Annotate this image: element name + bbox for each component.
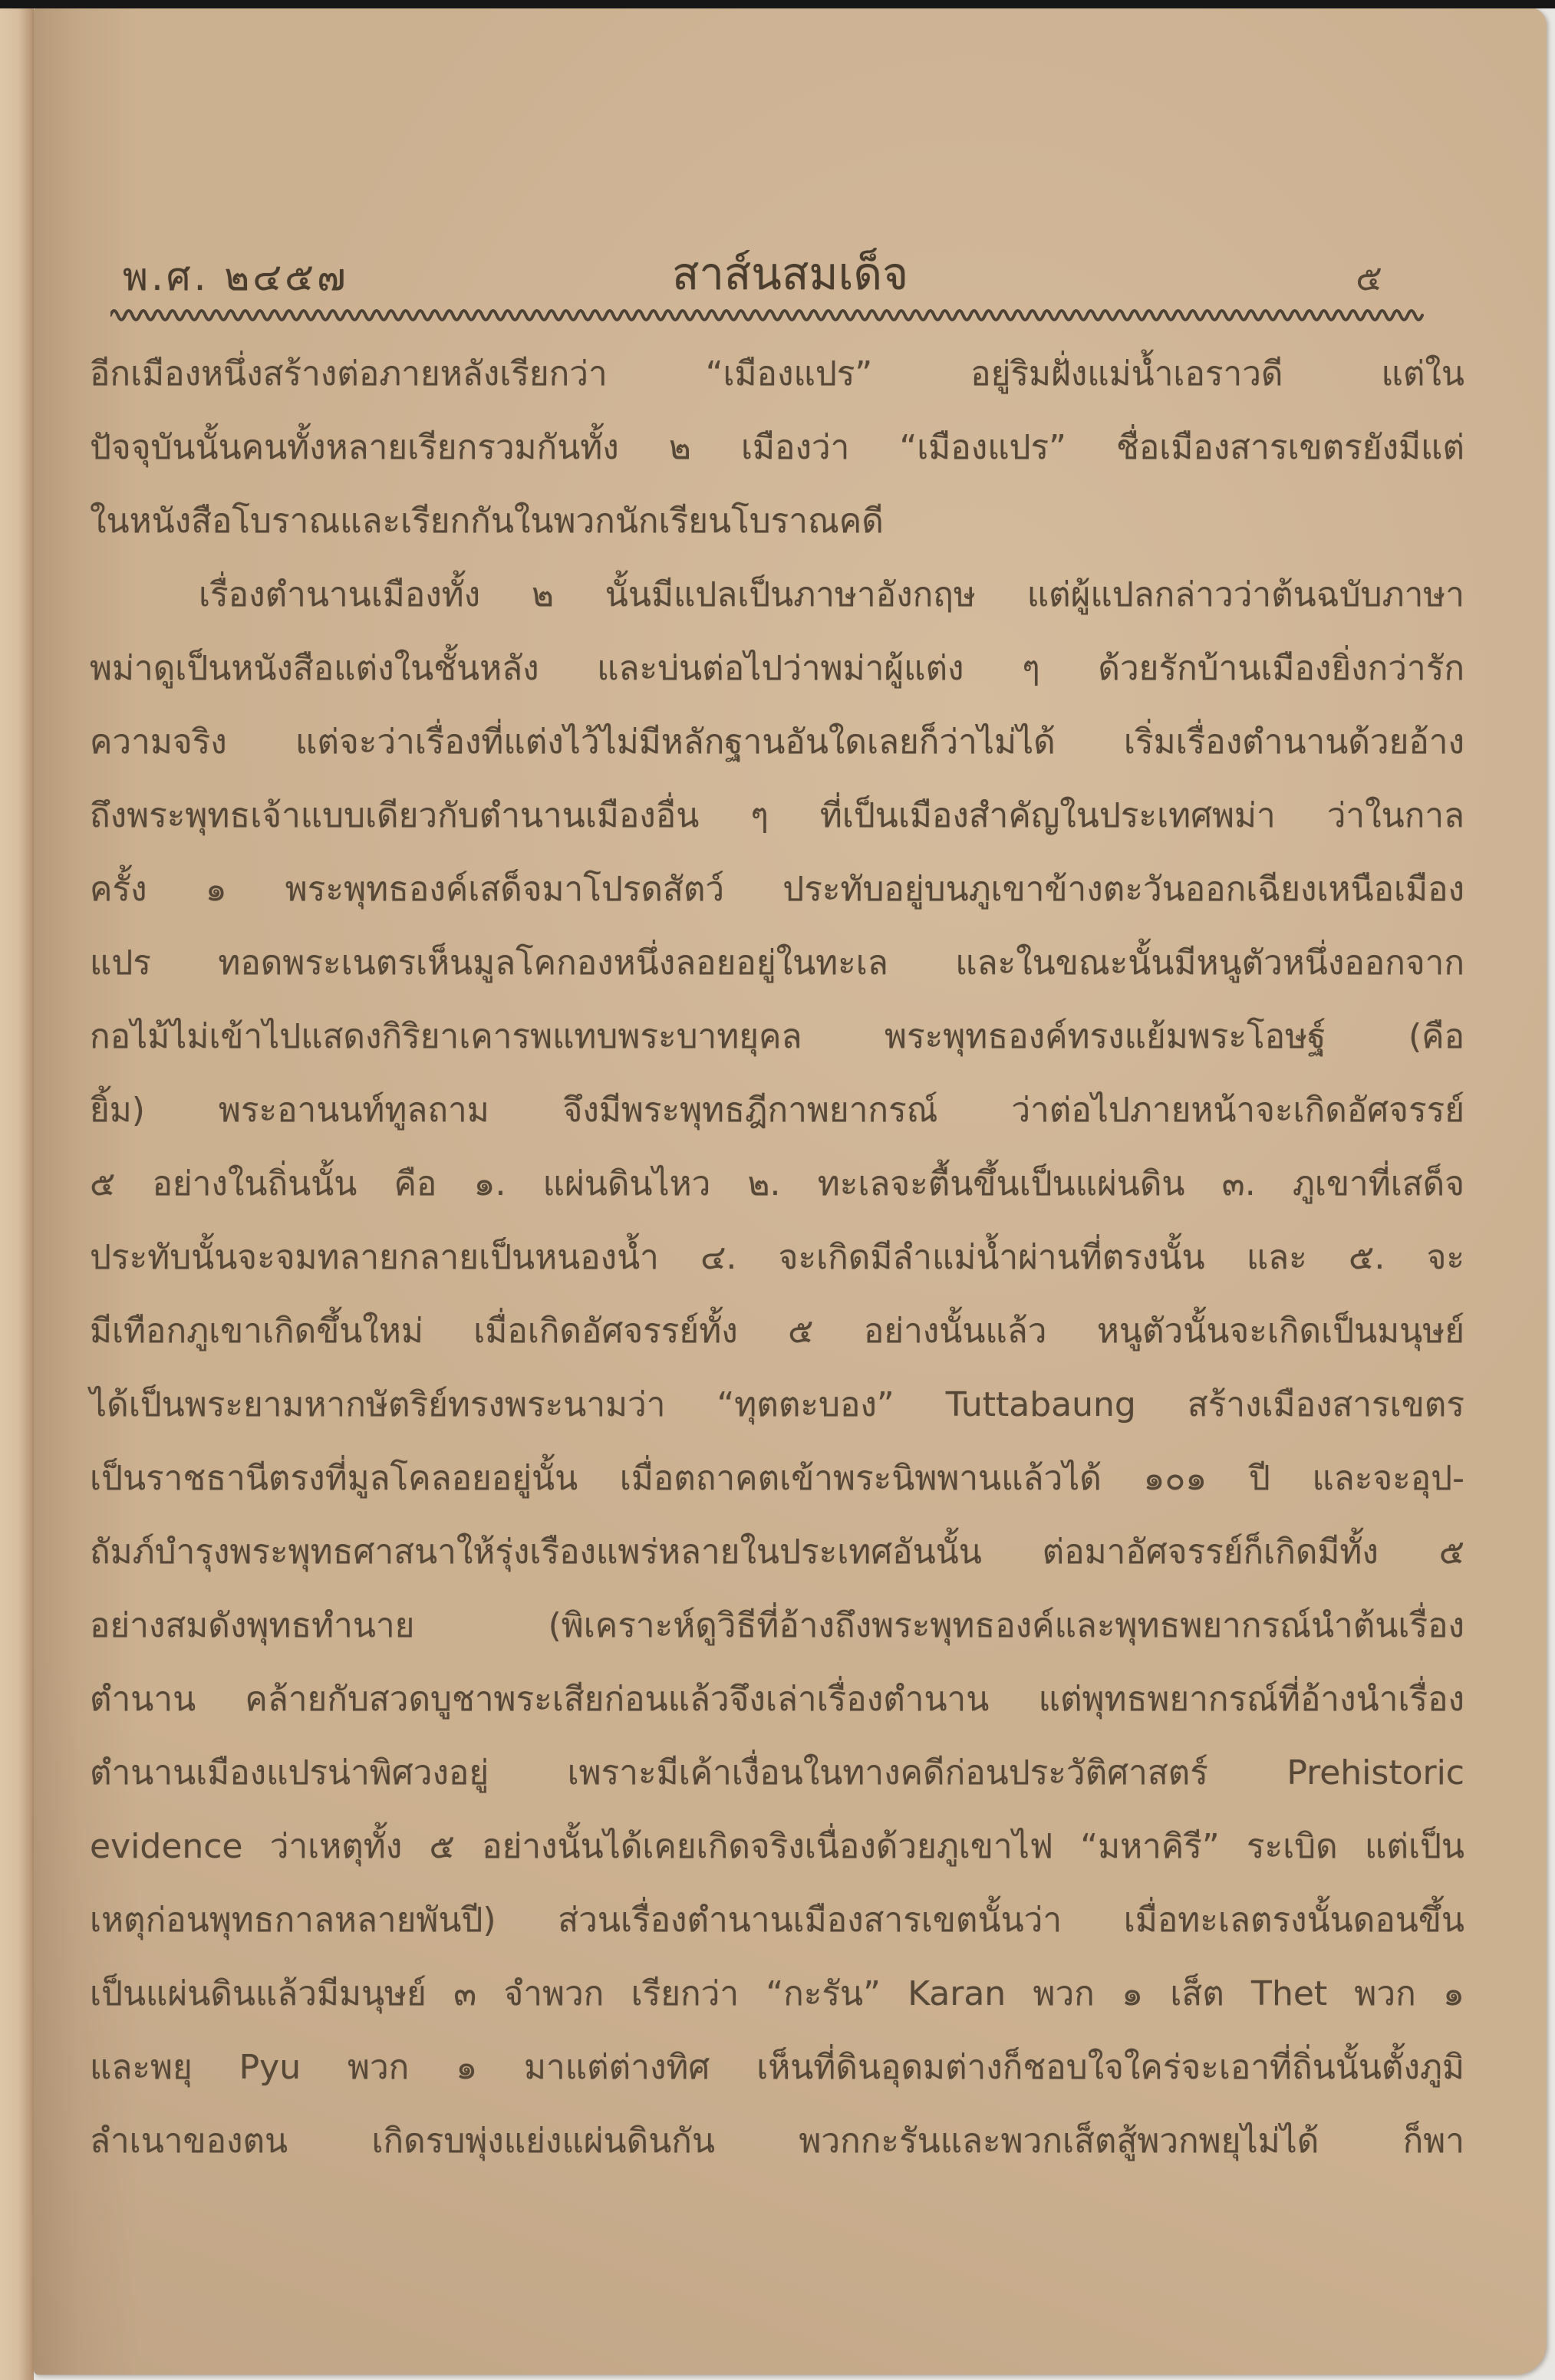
era-label: พ.ศ. ๒๔๕๗ — [123, 255, 349, 299]
text-line: แปร ทอดพระเนตรเห็นมูลโคกองหนึ่งลอยอยู่ในทะเล และในขณะนั้นมีหนูตัวหนึ่งออกจาก — [90, 943, 1464, 983]
scan-top-edge — [0, 0, 1555, 8]
text-line: ครั้ง ๑ พระพุทธองค์เสด็จมาโปรดสัตว์ ประทับอยู่บนภูเขาข้างตะวันออกเฉียงเหนือเมือง — [90, 870, 1464, 909]
text-line: ในหนังสือโบราณและเรียกกันในพวกนักเรียนโบราณคดี — [90, 502, 884, 541]
book-page — [34, 8, 1547, 2375]
wavy-divider — [110, 305, 1427, 324]
text-line: อย่างสมดังพุทธทำนาย (พิเคราะห์ดูวิธีที่อ้างถึงพระพุทธองค์และพุทธพยากรณ์นำต้นเรื่อง — [90, 1606, 1464, 1645]
adjacent-page-edge — [0, 8, 34, 2380]
text-line: ประทับนั้นจะจมทลายกลายเป็นหนองน้ำ ๔. จะเกิดมีลำแม่น้ำผ่านที่ตรงนั้น และ ๕. จะ — [90, 1238, 1464, 1277]
text-line: และพยุ Pyu พวก ๑ มาแต่ต่างทิศ เห็นที่ดินอุดมต่างก็ชอบใจใคร่จะเอาที่ถิ่นนั้นตั้งภูมิ — [90, 2048, 1464, 2087]
text-line: ได้เป็นพระยามหากษัตริย์ทรงพระนามว่า “ทุตตะบอง” Tuttabaung สร้างเมืองสารเขตร — [90, 1385, 1464, 1424]
text-line: เรื่องตำนานเมืองทั้ง ๒ นั้นมีแปลเป็นภาษาอังกฤษ แต่ผู้แปลกล่าวว่าต้นฉบับภาษา — [199, 575, 1464, 614]
text-line: กอไม้ไม่เข้าไปแสดงกิริยาเคารพแทบพระบาทยุคล พระพุทธองค์ทรงแย้มพระโอษฐ์ (คือ — [90, 1017, 1464, 1056]
text-line: ยิ้ม) พระอานนท์ทูลถาม จึงมีพระพุทธฎีกาพยากรณ์ ว่าต่อไปภายหน้าจะเกิดอัศจรรย์ — [90, 1091, 1464, 1130]
text-line: ลำเนาของตน เกิดรบพุ่งแย่งแผ่นดินกัน พวกกะรันและพวกเส็ตสู้พวกพยุไม่ได้ ก็พา — [90, 2122, 1464, 2161]
text-line: เหตุก่อนพุทธกาลหลายพันปี) ส่วนเรื่องตำนานเมืองสารเขตนั้นว่า เมื่อทะเลตรงนั้นดอนขึ้น — [90, 1901, 1464, 1940]
text-line: ๕ อย่างในถิ่นนั้น คือ ๑. แผ่นดินไหว ๒. ทะเลจะตื้นขึ้นเป็นแผ่นดิน ๓. ภูเขาที่เสด็จ — [90, 1164, 1464, 1203]
text-line: ความจริง แต่จะว่าเรื่องที่แต่งไว้ไม่มีหลักฐานอันใดเลยก็ว่าไม่ได้ เริ่มเรื่องตำนานด้วยอ้าง — [90, 723, 1464, 762]
page-title: สาส์นสมเด็จ — [671, 248, 909, 300]
body-text — [90, 337, 1464, 2178]
text-line: มีเทือกภูเขาเกิดขึ้นใหม่ เมื่อเกิดอัศจรรย์ทั้ง ๕ อย่างนั้นแล้ว หนูตัวนั้นจะเกิดเป็นมนุษย์ — [90, 1312, 1464, 1351]
text-line: ตำนานเมืองแปรน่าพิศวงอยู่ เพราะมีเค้าเงื่อนในทางคดีก่อนประวัติศาสตร์ Prehistoric — [90, 1753, 1464, 1792]
text-line: ปัจจุบันนั้นคนทั้งหลายเรียกรวมกันทั้ง ๒ เมืองว่า “เมืองแปร” ชื่อเมืองสารเขตรยังมีแต่ — [90, 428, 1464, 467]
text-line: ตำนาน คล้ายกับสวดบูชาพระเสียก่อนแล้วจึงเล่าเรื่องตำนาน แต่พุทธพยากรณ์ที่อ้างนำเรื่อง — [90, 1680, 1464, 1719]
text-line: เป็นแผ่นดินแล้วมีมนุษย์ ๓ จำพวก เรียกว่า “กะรัน” Karan พวก ๑ เส็ต Thet พวก ๑ — [90, 1974, 1464, 2013]
text-line: พม่าดูเป็นหนังสือแต่งในชั้นหลัง และบ่นต่อไปว่าพม่าผู้แต่ง ๆ ด้วยรักบ้านเมืองยิ่งกว่ารัก — [90, 649, 1464, 688]
text-line: ถัมภ์บำรุงพระพุทธศาสนาให้รุ่งเรืองแพร่หลายในประเทศอันนั้น ต่อมาอัศจรรย์ก็เกิดมีทั้ง ๕ — [90, 1532, 1464, 1572]
text-line: evidence ว่าเหตุทั้ง ๕ อย่างนั้นได้เคยเกิดจริงเนื่องด้วยภูเขาไฟ “มหาคิรี” ระเบิด แต่เป็น — [90, 1827, 1464, 1866]
text-line: ถึงพระพุทธเจ้าแบบเดียวกับตำนานเมืองอื่น ๆ ที่เป็นเมืองสำคัญในประเทศพม่า ว่าในกาล — [90, 796, 1464, 835]
text-line: อีกเมืองหนึ่งสร้างต่อภายหลังเรียกว่า “เมืองแปร” อยู่ริมฝั่งแม่น้ำเอราวดี แต่ใน — [90, 354, 1464, 393]
text-line: เป็นราชธานีตรงที่มูลโคลอยอยู่นั้น เมื่อตถาคตเข้าพระนิพพานแล้วได้ ๑๐๑ ปี และจะอุป- — [90, 1459, 1464, 1498]
page-number: ๕ — [1356, 257, 1382, 298]
